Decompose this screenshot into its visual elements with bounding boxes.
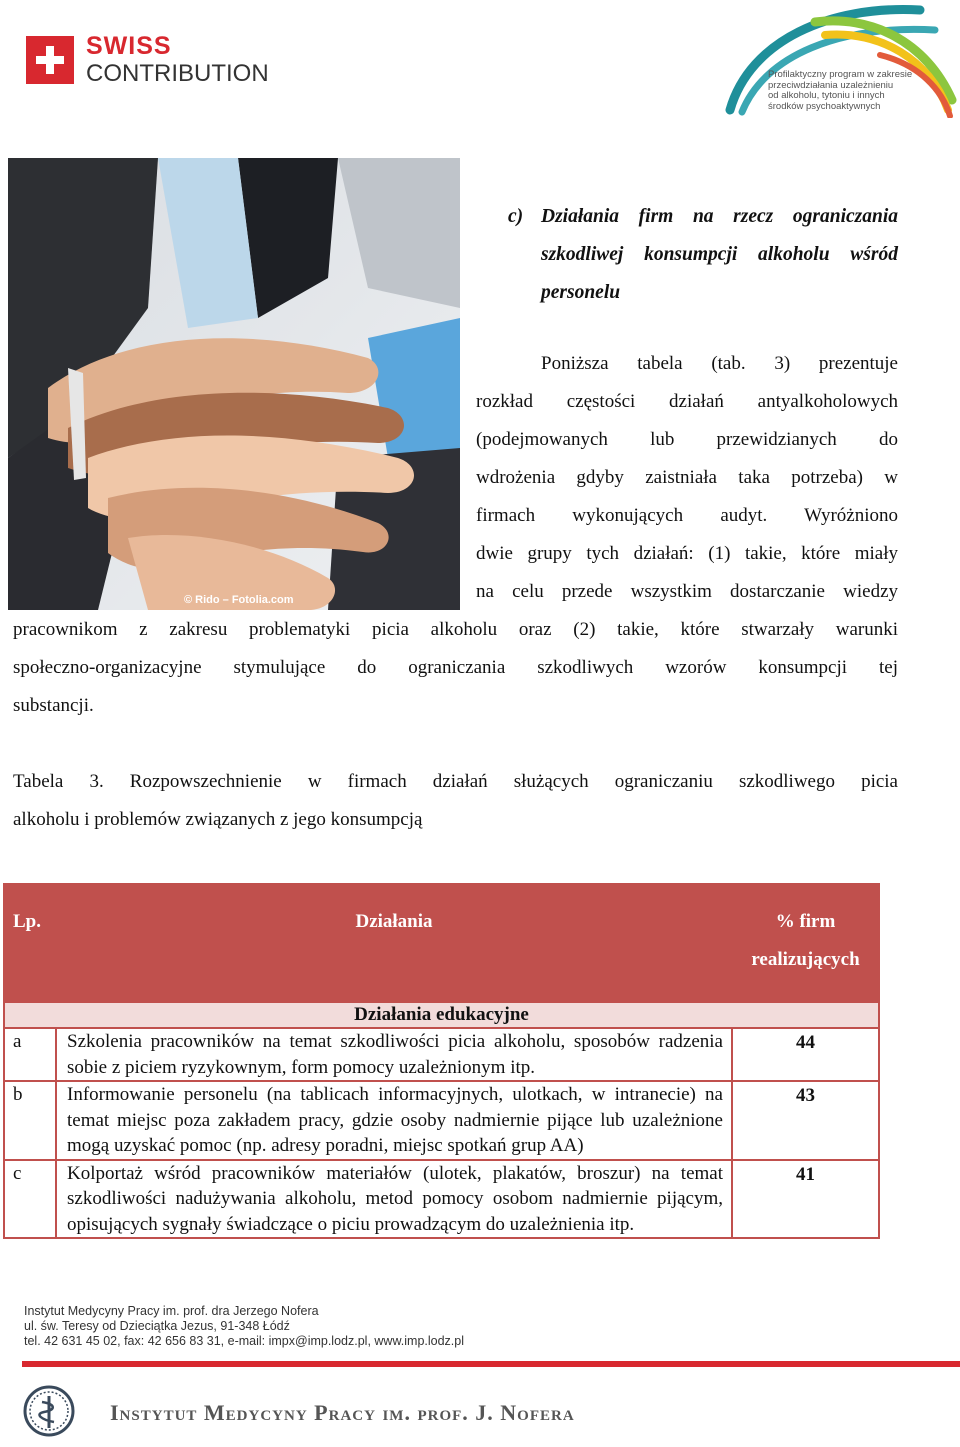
table-row: [4, 1028, 879, 1081]
table-section-row: [4, 1002, 879, 1028]
paragraph-line: pracownikom z zakresu problematyki picia alkoholu oraz (2) takie, które stwarzały warunki: [13, 619, 898, 640]
paragraph-line: rozkład częstości działań antyalkoholowych: [476, 391, 898, 412]
institute-name: Instytut Medycyny Pracy im. prof. J. Nofera: [110, 1400, 575, 1425]
row-lp: c: [4, 1160, 56, 1239]
caption-line: Tabela 3. Rozpowszechnienie w firmach działań służących ograniczaniu szkodliwego picia: [13, 771, 898, 792]
section-label: c): [508, 206, 524, 227]
row-lp: b: [4, 1081, 56, 1160]
row-action: Szkolenia pracowników na temat szkodliwości picia alkoholu, sposobów radzenia sobie z piciem ryzykownym, form pomocy uzależnionym itp.: [56, 1028, 732, 1081]
footer-divider: [22, 1361, 960, 1367]
table-row: [4, 1081, 879, 1160]
paragraph-line: na celu przede wszystkim dostarczanie wiedzy: [476, 581, 898, 602]
table-header-row: [4, 884, 879, 1002]
swiss-logo-word1: SWISS: [86, 32, 172, 60]
header-percent: % firm realizujących: [732, 884, 879, 1002]
section-title-cell: Działania edukacyjne: [4, 1002, 879, 1028]
paragraph-line: wdrożenia gdyby zaistniała taka potrzeba) w: [476, 467, 898, 488]
paragraph-line: Poniższa tabela (tab. 3) prezentuje: [541, 353, 898, 374]
section-title: Działania firm na rzecz ograniczania szkodliwej konsumpcji alkoholu wśród personelu: [541, 206, 898, 303]
row-percent: 44: [732, 1028, 879, 1081]
actions-table: [3, 883, 880, 1239]
paragraph-line: społeczno-organizacyjne stymulujące do ograniczania szkodliwych wzorów konsumpcji tej: [13, 657, 898, 678]
program-logo-text: Profilaktyczny program w zakresie przeciwdziałania uzależnieniu od alkoholu, tytoniu i innych środków psychoaktywnych: [768, 69, 913, 112]
swiss-logo-word2: CONTRIBUTION: [86, 60, 269, 87]
table-row: [4, 1160, 879, 1239]
paragraph-line: substancji.: [13, 695, 94, 716]
hands-photo: [8, 158, 460, 610]
row-percent: 41: [732, 1160, 879, 1239]
institute-logo-icon: [22, 1384, 76, 1438]
header-lp: Lp.: [4, 884, 56, 1002]
photo-credit: © Rido – Fotolia.com: [184, 594, 294, 606]
paragraph-line: dwie grupy tych działań: (1) takie, które miały: [476, 543, 898, 564]
row-percent: 43: [732, 1081, 879, 1160]
row-action: Informowanie personelu (na tablicach informacyjnych, ulotkach, w intranecie) na temat miejsc poza zakładem pracy, gdzie osoby nadmiernie pijące lub uzależnione mogą uzyskać pomoc (np. adresy poradni, miejsc spotkań grup AA): [56, 1081, 732, 1160]
swiss-flag-icon: [26, 36, 74, 84]
row-action: Kolportaż wśród pracowników materiałów (ulotek, plakatów, broszur) na temat szkodliwości nadużywania alkoholu, metod pomocy osobom nadmiernie pijącym, opisujących sygnały świadczące o piciu prowadzącym do uzależnienia itp.: [56, 1160, 732, 1239]
footer-address: Instytut Medycyny Pracy im. prof. dra Jerzego Nofera ul. św. Teresy od Dzieciątka Jezus, 91-348 Łódź tel. 42 631 45 02, fax: 42 656 83 31, e-mail: impx@imp.lodz.pl, www.imp.lodz.pl: [24, 1304, 464, 1348]
row-lp: a: [4, 1028, 56, 1081]
paragraph-line: firmach wykonujących audyt. Wyróżniono: [476, 505, 898, 526]
header-actions: Działania: [56, 884, 732, 1002]
caption-line: alkoholu i problemów związanych z jego konsumpcją: [13, 809, 423, 830]
paragraph-line: (podejmowanych lub przewidzianych do: [476, 429, 898, 450]
hands-illustration: [8, 158, 460, 610]
